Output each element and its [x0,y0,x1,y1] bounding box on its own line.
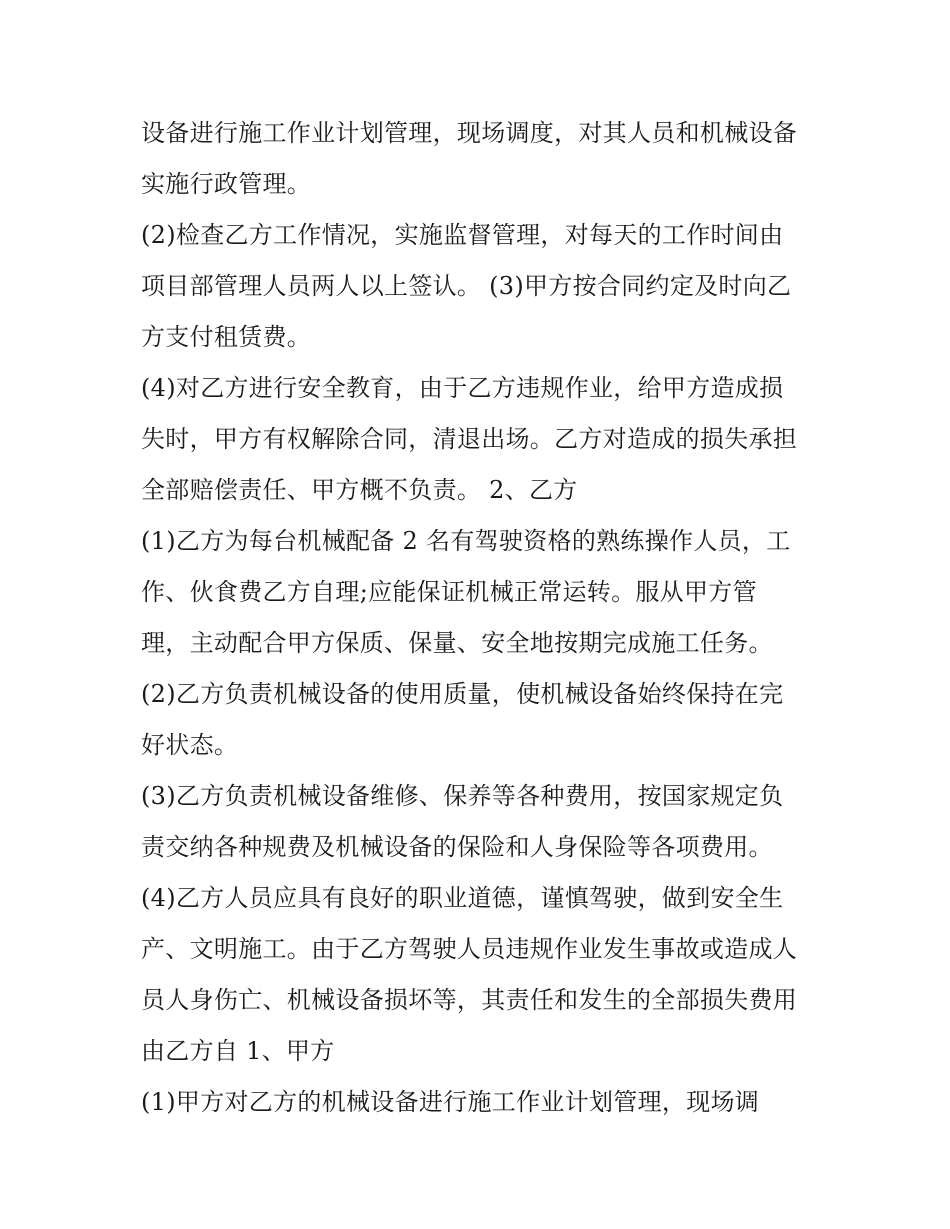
text-line: 责交纳各种规费及机械设备的保险和人身保险等各项费用。 [141,833,773,861]
text-line: (2)乙方负责机械设备的使用质量，使机械设备始终保持在完 [141,680,784,708]
text-line: (4)乙方人员应具有良好的职业道德，谨慎驾驶，做到安全生 [141,884,784,912]
text-line: (2)检查乙方工作情况，实施监督管理，对每天的工作时间由 [141,221,784,249]
text-line: 全部赔偿责任、甲方概不负责。 2、乙方 [141,476,578,504]
text-line: 作、伙食费乙方自理;应能保证机械正常运转。服从甲方管 [141,578,757,606]
text-line: (3)乙方负责机械设备维修、保养等各种费用，按国家规定负 [141,782,784,810]
text-line: 员人身伤亡、机械设备损坏等，其责任和发生的全部损失费用 [141,986,798,1014]
text-line: (1)甲方对乙方的机械设备进行施工作业计划管理，现场调 [141,1088,760,1116]
text-line: (1)乙方为每台机械配备 2 名有驾驶资格的熟练操作人员，工 [141,527,791,555]
text-line: 实施行政管理。 [141,170,312,198]
text-line: 设备进行施工作业计划管理，现场调度，对其人员和机械设备 [141,119,798,147]
text-line: 失时，甲方有权解除合同，清退出场。乙方对造成的损失承担 [141,425,798,453]
text-line: 产、文明施工。由于乙方驾驶人员违规作业发生事故或造成人 [141,935,798,963]
text-line: 项目部管理人员两人以上签认。 (3)甲方按合同约定及时向乙 [141,272,792,300]
text-line: 方支付租赁费。 [141,323,312,351]
text-line: 好状态。 [141,731,239,759]
text-line: (4)对乙方进行安全教育，由于乙方违规作业，给甲方造成损 [141,374,784,402]
text-line: 由乙方自 1、甲方 [141,1037,335,1065]
text-line: 理，主动配合甲方保质、保量、安全地按期完成施工任务。 [141,629,773,657]
body-text [141,108,821,1128]
